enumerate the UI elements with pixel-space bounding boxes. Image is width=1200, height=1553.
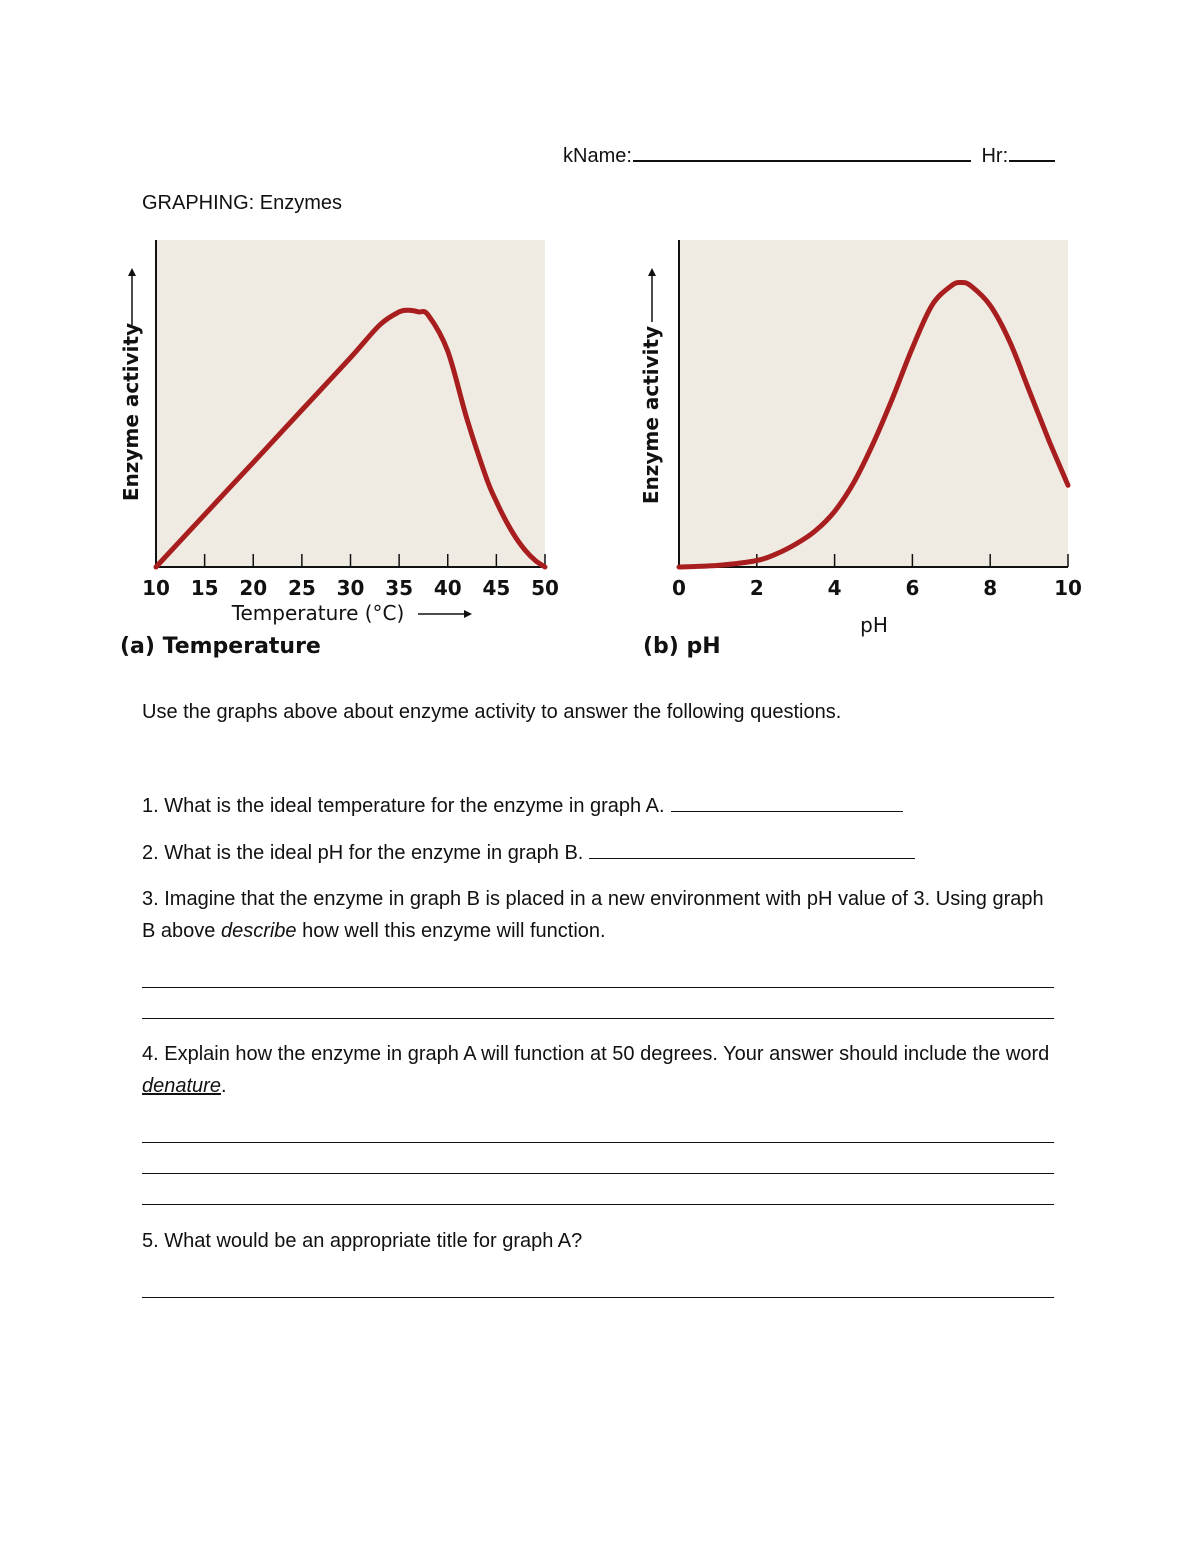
y-axis-arrowhead <box>648 268 656 276</box>
question-2-text: 2. What is the ideal pH for the enzyme in graph B. <box>142 842 584 864</box>
answer-4-line-2[interactable] <box>142 1173 1054 1174</box>
question-4 <box>142 1038 1062 1102</box>
y-axis-label: Enzyme activity <box>119 322 143 502</box>
instructions: Use the graphs above about enzyme activity to answer the following questions. <box>142 701 842 723</box>
x-axis-label: pH <box>860 613 888 637</box>
x-tick-label: 2 <box>749 576 764 600</box>
x-tick-label: 25 <box>287 576 316 600</box>
chart-a-svg <box>110 230 570 670</box>
x-tick-label: 35 <box>385 576 414 600</box>
name-blank-line[interactable] <box>633 144 971 162</box>
question-4-emphasis: denature <box>142 1075 221 1097</box>
answer-4-line-1[interactable] <box>142 1142 1054 1143</box>
x-axis-arrowhead <box>464 610 472 618</box>
answer-3-line-2[interactable] <box>142 1018 1054 1019</box>
question-1 <box>142 794 903 818</box>
plot-background <box>156 240 545 567</box>
hr-label: Hr: <box>981 145 1009 167</box>
panel-label: (a) Temperature <box>120 634 321 659</box>
x-tick-label: 45 <box>482 576 511 600</box>
answer-2-blank[interactable] <box>589 842 915 859</box>
x-tick-label: 15 <box>190 576 219 600</box>
question-3-emphasis: describe <box>220 920 297 942</box>
question-3-text-end: how well this enzyme will function. <box>302 920 606 942</box>
worksheet-title: GRAPHING: Enzymes <box>142 192 343 214</box>
question-3-text: 3. Imagine that the enzyme in graph B is placed in a new environment with pH value of 3. Using graph B above <box>142 888 1044 942</box>
x-tick-label: 6 <box>905 576 920 600</box>
answer-1-blank[interactable] <box>671 795 903 812</box>
x-tick-label: 30 <box>336 576 365 600</box>
question-5: 5. What would be an appropriate title for graph A? <box>142 1230 583 1252</box>
question-4-text: 4. Explain how the enzyme in graph A will function at 50 degrees. Your answer should include the word <box>142 1043 1050 1065</box>
y-axis-label: Enzyme activity <box>639 325 663 505</box>
chart-ph <box>630 230 1100 670</box>
x-tick-label: 4 <box>827 576 842 600</box>
question-1-text: 1. What is the ideal temperature for the enzyme in graph A. <box>142 795 665 817</box>
plot-background <box>679 240 1068 567</box>
x-tick-label: 50 <box>531 576 559 600</box>
x-tick-label: 20 <box>239 576 268 600</box>
x-tick-label: 0 <box>672 576 686 600</box>
panel-label: (b) pH <box>643 634 721 659</box>
hr-blank-line[interactable] <box>1009 144 1055 162</box>
question-2 <box>142 841 915 865</box>
question-4-period: . <box>220 1075 227 1097</box>
answer-3-line-1[interactable] <box>142 987 1054 988</box>
x-tick-label: 10 <box>142 576 170 600</box>
name-label: kName: <box>563 145 632 167</box>
x-axis-label: Temperature (°C) <box>231 601 405 625</box>
answer-5-line[interactable] <box>142 1297 1054 1298</box>
chart-b-svg <box>630 230 1100 670</box>
x-tick-label: 40 <box>433 576 462 600</box>
chart-temperature <box>110 230 570 670</box>
name-field[interactable] <box>563 144 1055 168</box>
x-tick-label: 8 <box>983 576 998 600</box>
answer-4-line-3[interactable] <box>142 1204 1054 1205</box>
x-tick-label: 10 <box>1054 576 1082 600</box>
question-3 <box>142 883 1062 947</box>
y-axis-arrowhead <box>128 268 136 276</box>
